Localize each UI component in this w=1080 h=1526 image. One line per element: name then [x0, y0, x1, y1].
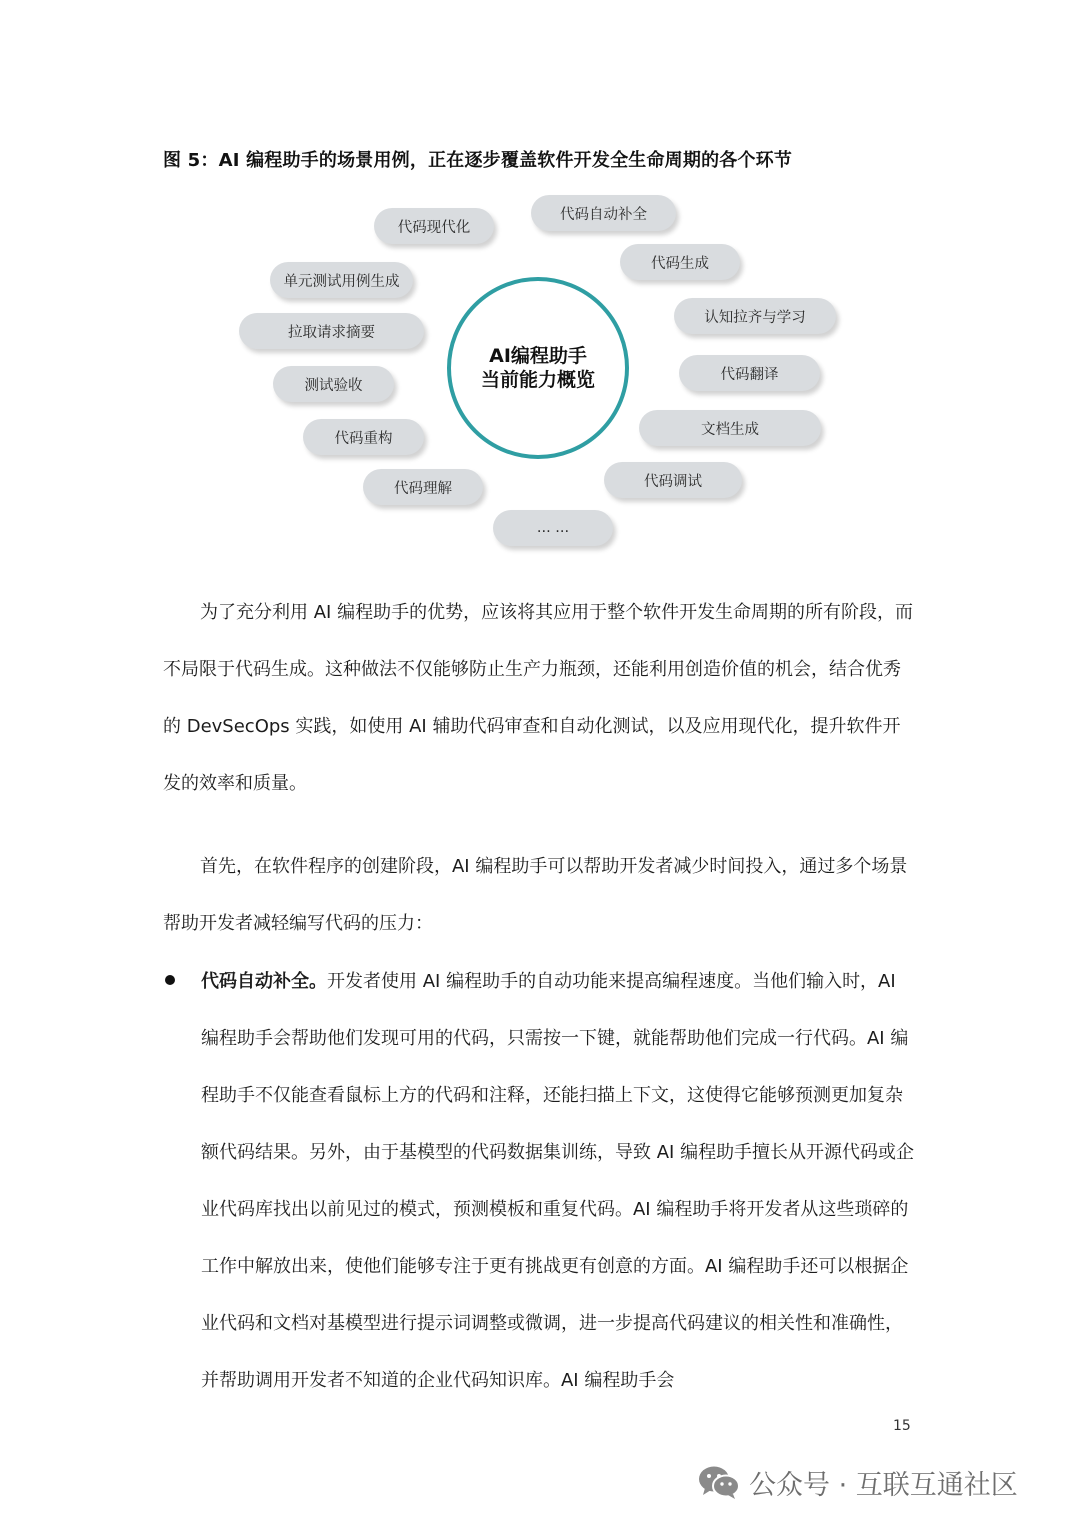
paragraph-2: 首先，在软件程序的创建阶段，AI 编程助手可以帮助开发者减少时间投入，通过多个场景帮助开发者减轻编写代码的压力： — [163, 856, 908, 934]
pill-pull-request-summary: 拉取请求摘要 — [239, 313, 424, 349]
pill-more: ... ... — [493, 510, 613, 546]
pill-code-modernization: 代码现代化 — [374, 208, 494, 244]
watermark-text: 公众号 · 互联互通社区 — [749, 1469, 1018, 1501]
bullet-lead: 代码自动补全。 — [201, 971, 327, 992]
hub-title-line1: AI编程助手 — [489, 345, 587, 367]
pill-unit-test-generation: 单元测试用例生成 — [270, 262, 413, 298]
pill-code-autocomplete: 代码自动补全 — [531, 195, 676, 231]
paragraph-1: 为了充分利用 AI 编程助手的优势，应该将其应用于整个软件开发生命周期的所有阶段，而不局限于代码生成。这种做法不仅能够防止生产力瓶颈，还能利用创造价值的机会，结合优秀的 DevSecOps 实践，如使用 AI 辅助代码审查和自动化测试，以及应用现代化，提升软件开发的效率和质量。 — [163, 602, 914, 794]
pill-code-refactoring: 代码重构 — [303, 419, 424, 455]
bullet-dot-icon — [165, 975, 175, 985]
pill-code-debugging: 代码调试 — [604, 462, 742, 498]
pill-code-translation: 代码翻译 — [679, 355, 820, 391]
figure-caption: 图 5：AI 编程助手的场景用例，正在逐步覆盖软件开发全生命周期的各个环节 — [163, 150, 793, 171]
capability-diagram — [0, 0, 1080, 560]
wechat-icon — [697, 1464, 741, 1500]
diagram-hub — [447, 277, 629, 459]
pill-doc-generation: 文档生成 — [639, 410, 821, 446]
watermark — [697, 1462, 1018, 1502]
page-number: 15 — [893, 1418, 911, 1434]
pill-acceptance-testing: 测试验收 — [273, 366, 394, 402]
pill-code-understanding: 代码理解 — [363, 469, 483, 505]
pill-cognitive-alignment: 认知拉齐与学习 — [674, 298, 836, 334]
hub-title-line2: 当前能力概览 — [480, 369, 595, 391]
pill-code-generation: 代码生成 — [620, 244, 740, 280]
bullet-body: 开发者使用 AI 编程助手的自动功能来提高编程速度。当他们输入时，AI 编程助手会帮助他们发现可用的代码，只需按一下键，就能帮助他们完成一行代码。AI 编程助手不仅能查看鼠标上方的代码和注释，还能扫描上下文，这使得它能够预测更加复杂额代码结果。另外，由于基模型的代码数据集训练，导致 AI 编程助手擅长从开源代码或企业代码库找出以前见过的模式，预测模板和重复代码。AI 编程助手将开发者从这些琐碎的工作中解放出来，使他们能够专注于更有挑战更有创意的方面。AI 编程助手还可以根据企业代码和文档对基模型进行提示词调整或微调，进一步提高代码建议的相关性和准确性，并帮助调用开发者不知道的企业代码知识库。AI 编程助手会 — [201, 971, 915, 1391]
bullet-text — [201, 953, 918, 1409]
